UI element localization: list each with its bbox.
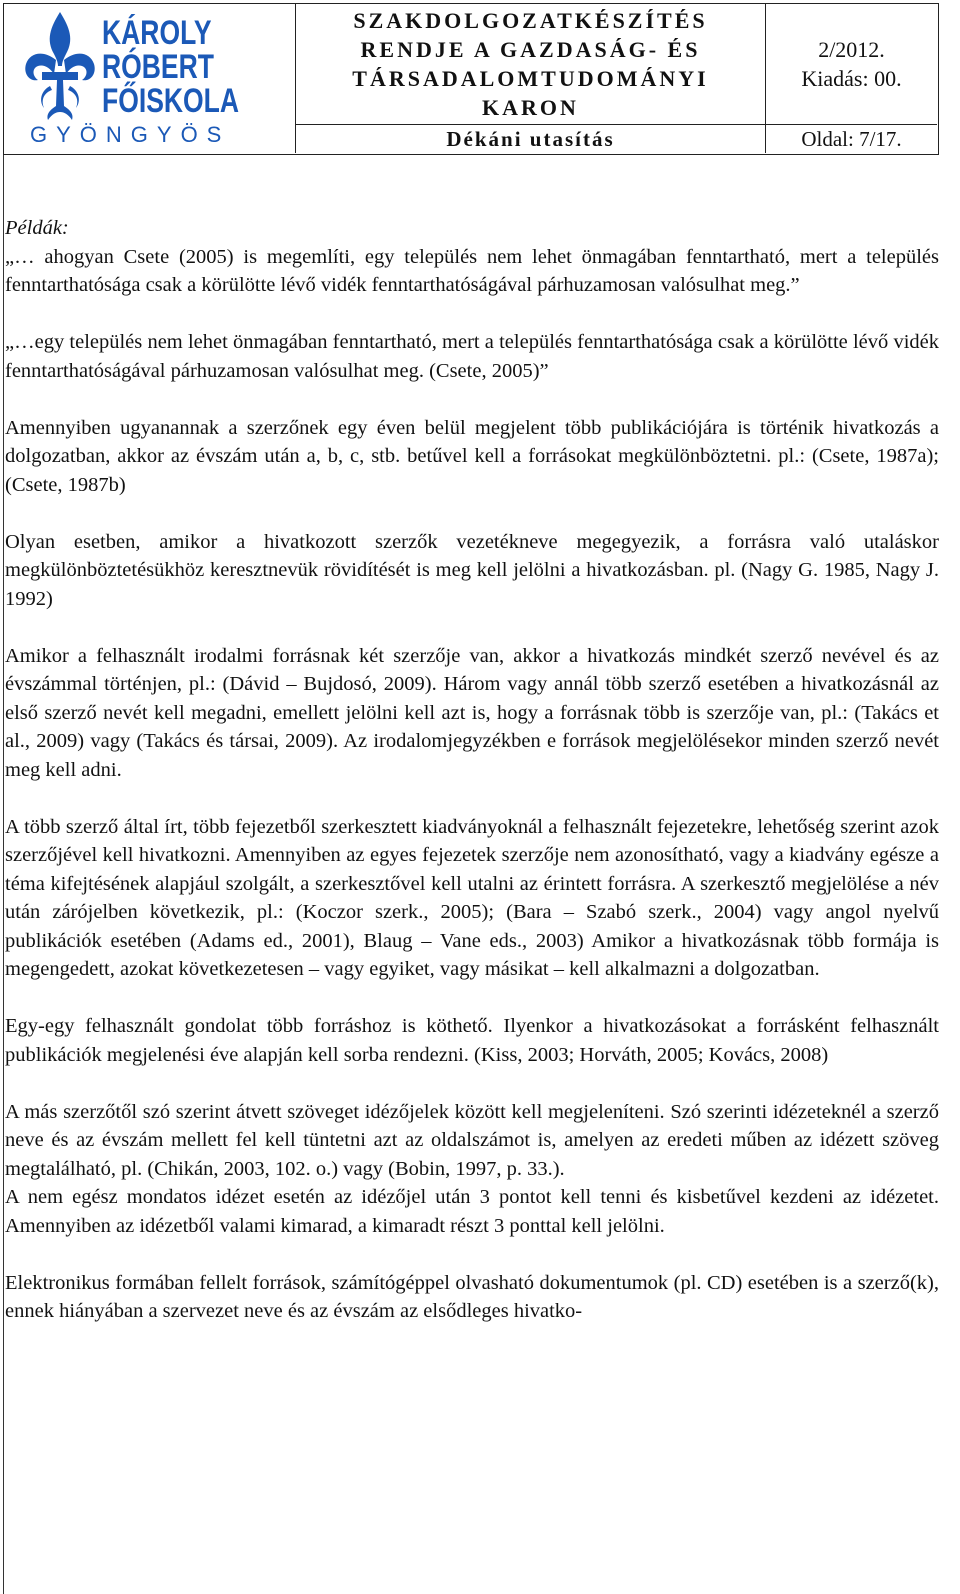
body-paragraph: Amennyiben ugyanannak a szerzőnek egy éven belül megjelent több publikációjára is történik hivatkozás a dolgozatban, akkor az évszám után a, b, c, stb. betűvel kell a forrásokat megkülönböztetni. pl.: (Csete, 1987a); (Csete, 1987b)	[5, 416, 939, 496]
institution-name-line: FŐISKOLA	[102, 82, 240, 120]
body-paragraph: A nem egész mondatos idézet esetén az idézőjel után 3 pontot kell tenni és kisbetűvel kezdeni az idézetet. Amennyiben az idézetből valami kimarad, a kimaradt részt 3 ponttal kell jelölni.	[5, 1186, 939, 1237]
institution-city: GYÖNGYÖS	[30, 122, 231, 147]
example-quote-citation: „…egy település nem lehet önmagában fenntartható, mert a település fenntarthatósága csak a körülötte lévő vidék fenntarthatóságával párhuzamosan valósulhat meg. (Csete, 2005)”	[5, 331, 939, 382]
examples-label: Példák:	[5, 217, 69, 239]
document-type: Dékáni utasítás	[296, 125, 766, 153]
institution-name	[102, 16, 239, 118]
document-body	[5, 214, 939, 1354]
issue-release: Kiadás: 00.	[801, 66, 902, 91]
example-quote: „… ahogyan Csete (2005) is megemlíti, egy település nem lehet önmagában fenntartható, mert a település fenntarthatósága csak a körülötte lévő vidék fenntarthatóságával párhuzamosan valósulhat meg.”	[5, 245, 939, 296]
issue-cell	[766, 4, 937, 125]
issue-number: 2/2012.	[818, 37, 885, 62]
fleur-de-lis-emblem-icon	[20, 10, 100, 122]
document-title-line: KARON	[482, 95, 579, 120]
body-paragraph: Egy-egy felhasznált gondolat több forráshoz is köthető. Ilyenkor a hivatkozásokat a forrásként felhasznált publikációk megjelenési éve alapján kell sorba rendezni. (Kiss, 2003; Horváth, 2005; Kovács, 2008)	[5, 1015, 939, 1066]
body-paragraph: Amikor a felhasznált irodalmi forrásnak két szerzője van, akkor a hivatkozás mindkét szerző nevével és az évszámmal történjen, pl.: (Dávid – Bujdosó, 2009). Három vagy annál több szerző esetében a hivatkozásnál az első szerző nevét kell megadni, emellett jelölni kell azt is, hogy a forrásnak több is szerzője van, pl.: (Takács et al., 2009) vagy (Takács és társai, 2009). Az irodalomjegyzékben e források megjelölésekor minden szerző nevét meg kell adni.	[5, 644, 939, 781]
page-number: Oldal: 7/17.	[801, 126, 902, 151]
document-title-cell	[296, 4, 766, 125]
document-title-line: SZAKDOLGOZATKÉSZÍTÉS	[353, 8, 708, 33]
page-left-border	[3, 155, 4, 1594]
document-title-line: RENDJE A GAZDASÁG- ÉS	[360, 37, 701, 62]
body-paragraph: A több szerző által írt, több fejezetből szerkesztett kiadványoknál a felhasznált fejezetekre, lehetőség szerint azok szerzőjével kell hivatkozni. Amennyiben az egyes fejezetek szerzője nem azonosítható, vagy a kiadvány egésze a téma kifejtésének alapjául szolgált, a szerkesztővel kell utalni az érintett forrásra. A szerkesztő megjelölése a név után zárójelben következik, pl.: (Koczor szerk., 2005); (Bara – Szabó szerk., 2004) vagy angol nyelvű publikációk esetében (Adams ed., 2001), Blaug – Vane eds., 2003) Amikor a hivatkozásnak több formája is megengedett, azokat következetesen – vagy egyiket, vagy másikat – kell alkalmazni a dolgozatban.	[5, 815, 939, 980]
examples-paragraph	[5, 214, 939, 300]
institution-logo	[14, 10, 289, 150]
body-paragraph: Elektronikus formában fellelt források, számítógéppel olvasható dokumentumok (pl. CD) esetében is a szerző(k), ennek hiányában a szervezet neve és az évszám az elsődleges hivatko-	[5, 1271, 939, 1322]
document-title-line: TÁRSADALOMTUDOMÁNYI	[352, 66, 709, 91]
body-paragraph: A más szerzőtől szó szerint átvett szöveget idézőjelek között kell megjeleníteni. Szó szerinti idézeteknél a szerző neve és az évszám mellett fel kell tüntetni azt az oldalszámot is, amelyen az eredeti műben az idézett szöveg megtalálható, pl. (Chikán, 2003, 102. o.) vagy (Bobin, 1997, p. 33.).	[5, 1100, 939, 1180]
body-paragraph: Olyan esetben, amikor a hivatkozott szerzők vezetékneve megegyezik, a forrásra való utaláskor megkülönböztetésükhöz keresztnevük rövidítését is meg kell jelölni a hivatkozásban. pl. (Nagy G. 1985, Nagy J. 1992)	[5, 530, 939, 610]
institution-name-line: KÁROLY	[102, 14, 212, 52]
logo-cell	[4, 4, 296, 153]
institution-name-line: RÓBERT	[102, 48, 214, 86]
document-header	[3, 3, 939, 155]
document-title	[296, 6, 765, 122]
